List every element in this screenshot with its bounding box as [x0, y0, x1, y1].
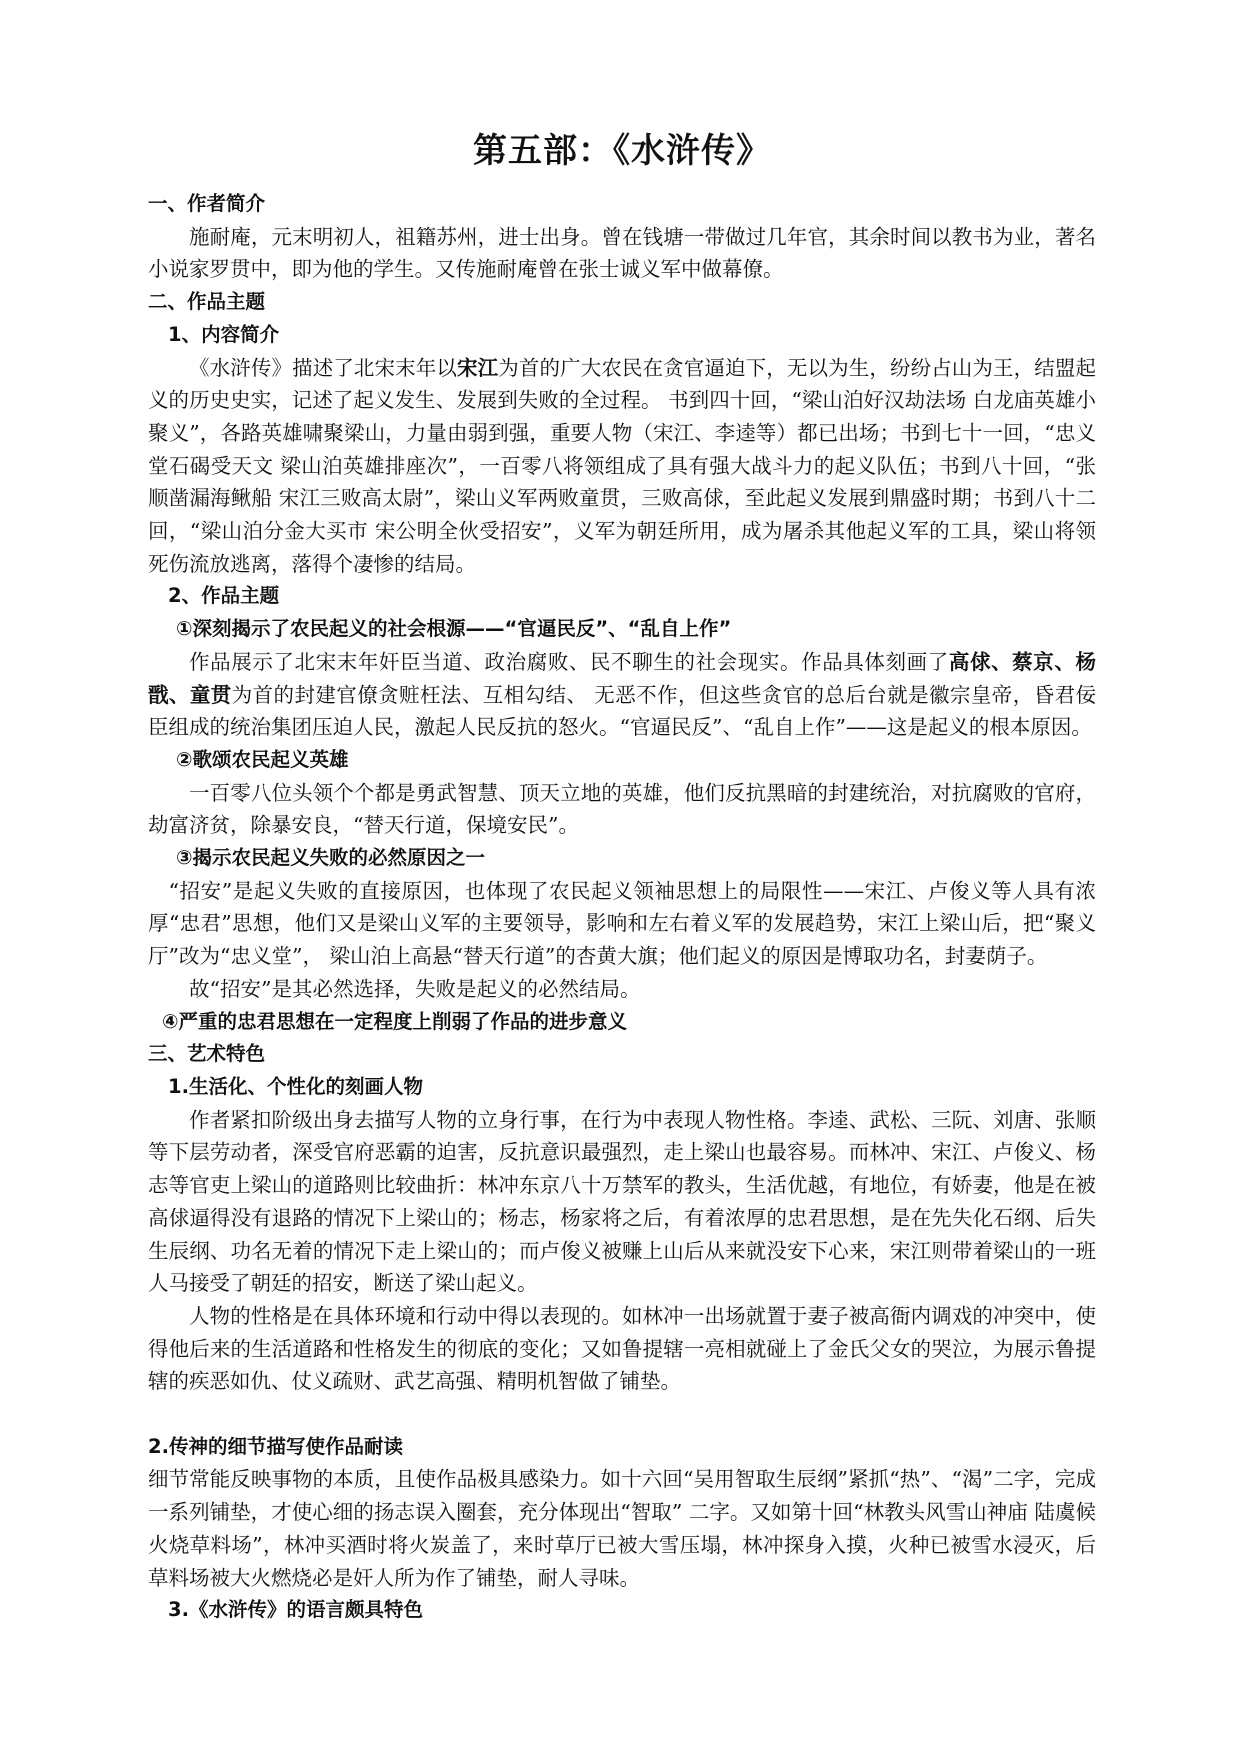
summary-paragraph: [148, 352, 1096, 581]
art-sub1-paragraph-2: 人物的性格是在具体环境和行动中得以表现的。如林冲一出场就置于妻子被高衙内调戏的冲突中，使得他后来的生活道路和性格发生的彻底的变化；又如鲁提辖一亮相就碰上了金氏父女的哭泣，为展示鲁提辖的疾恶如仇、仗义疏财、武艺高强、精明机智做了铺垫。: [148, 1303, 1096, 1394]
section-heading-theme: 二、作品主题: [148, 290, 266, 314]
subheading-main-theme: 2、作品主题: [168, 584, 280, 608]
author-paragraph: 施耐庵，元末明初人，祖籍苏州，进士出身。曾在钱塘一带做过几年官，其余时间以教书为业，著名小说家罗贯中，即为他的学生。又传施耐庵曾在张士诚义军中做幕僚。: [148, 224, 1096, 282]
theme-point-1-heading: ①深刻揭示了农民起义的社会根源——“官逼民反”、“乱自上作”: [176, 617, 732, 641]
summary-text-rest: 为首的广大农民在贪官逼迫下，无以为生，纷纷占山为王，结盟起义的历史史实，记述了起义发生、发展到失败的全过程。 书到四十回，“梁山泊好汉劫法场 白龙庙英雄小聚义”，各路英雄啸聚梁山，力量由弱到强，重要人物（宋江、李逵等）都已出场；书到七十一回，“忠义堂石碣受天文 梁山泊英雄排座次”，一百零八将领组成了具有强大战斗力的起义队伍；书到八十回，“张顺凿漏海鳅船 宋江三败高太尉”，梁山义军两败童贯，三败高俅，至此起义发展到鼎盛时期；书到八十二回，“梁山泊分金大买市 宋公明全伙受招安”，义军为朝廷所用，成为屠杀其他起义军的工具，梁山将领死伤流放逃离，落得个凄惨的结局。: [148, 355, 1097, 576]
summary-text-start: 《水浒传》描述了北宋末年以: [189, 355, 458, 380]
theme-point-4-heading: ④严重的忠君思想在一定程度上削弱了作品的进步意义: [162, 1009, 628, 1033]
point1-highlight-officials: 高俅、蔡京、杨戬、童贯: [148, 649, 1097, 707]
theme-point-2-paragraph: 一百零八位头领个个都是勇武智慧、顶天立地的英雄，他们反抗黑暗的封建统治，对抗腐败的官府，劫富济贫，除暴安良，“替天行道，保境安民”。: [148, 780, 1096, 838]
theme-point-3-paragraph-1: “招安”是起义失败的直接原因，也体现了农民起义领袖思想上的局限性——宋江、卢俊义等人具有浓厚“忠君”思想，他们又是梁山义军的主要领导，影响和左右着义军的发展趋势，宋江上梁山后，把“聚义厅”改为“忠义堂”， 梁山泊上高悬“替天行道”的杏黄大旗；他们起义的原因是博取功名，封妻荫子。: [148, 878, 1096, 969]
theme-point-2-heading: ②歌颂农民起义英雄: [176, 747, 349, 771]
point1-text-start: 作品展示了北宋末年奸臣当道、政治腐败、民不聊生的社会现实。作品具体刻画了: [189, 649, 949, 674]
point1-text-rest: 为首的封建官僚贪赃枉法、互相勾结、 无恶不作，但这些贪官的总后台就是徽宗皇帝，昏君佞臣组成的统治集团压迫人民，激起人民反抗的怒火。“官逼民反”、“乱自上作”——这是起义的根本原因。: [148, 682, 1096, 740]
art-sub1-paragraph-1: 作者紧扣阶级出身去描写人物的立身行事，在行为中表现人物性格。李逵、武松、三阮、刘唐、张顺等下层劳动者，深受官府恶霸的迫害，反抗意识最强烈，走上梁山也最容易。而林冲、宋江、卢俊义、杨志等官吏上梁山的道路则比较曲折：林冲东京八十万禁军的教头，生活优越，有地位，有娇妻，他是在被高俅逼得没有退路的情况下上梁山的；杨志，杨家将之后，有着浓厚的忠君思想，是在先失化石纲、后失生辰纲、功名无着的情况下走上梁山的；而卢俊义被赚上山后从来就没安下心来，宋江则带着梁山的一班人马接受了朝廷的招安，断送了梁山起义。: [148, 1107, 1096, 1296]
summary-highlight-songjiang: 宋江: [457, 355, 499, 380]
art-subheading-1: 1.生活化、个性化的刻画人物: [168, 1074, 423, 1098]
theme-point-3-paragraph-2: 故“招安”是其必然选择，失败是起义的必然结局。: [189, 976, 641, 1001]
art-subheading-3: 3.《水浒传》的语言颇具特色: [168, 1598, 423, 1622]
art-subheading-2: 2.传神的细节描写使作品耐读: [148, 1434, 403, 1458]
page-title: 第五部：《水浒传》: [473, 131, 771, 171]
section-heading-art: 三、艺术特色: [148, 1042, 266, 1066]
theme-point-3-heading: ③揭示农民起义失败的必然原因之一: [176, 846, 486, 870]
theme-point-1-paragraph: [148, 646, 1096, 744]
subheading-summary: 1、内容简介: [168, 322, 280, 346]
art-sub2-paragraph: 细节常能反映事物的本质，且使作品极具感染力。如十六回“吴用智取生辰纲”紧抓“热”、“渴”二字，完成一系列铺垫，才使心细的扬志误入圈套，充分体现出“智取” 二字。又如第十回“林教头风雪山神庙 陆虞候火烧草料场”，林冲买酒时将火炭盖了，来时草厅已被大雪压塌，林冲探身入摸，火种已被雪水浸灭，后草料场被大火燃烧必是奸人所为作了铺垫，耐人寻味。: [148, 1467, 1096, 1590]
section-heading-author: 一、作者简介: [148, 192, 266, 215]
document-page: [148, 120, 1096, 1627]
blank-line: [148, 1398, 1096, 1431]
